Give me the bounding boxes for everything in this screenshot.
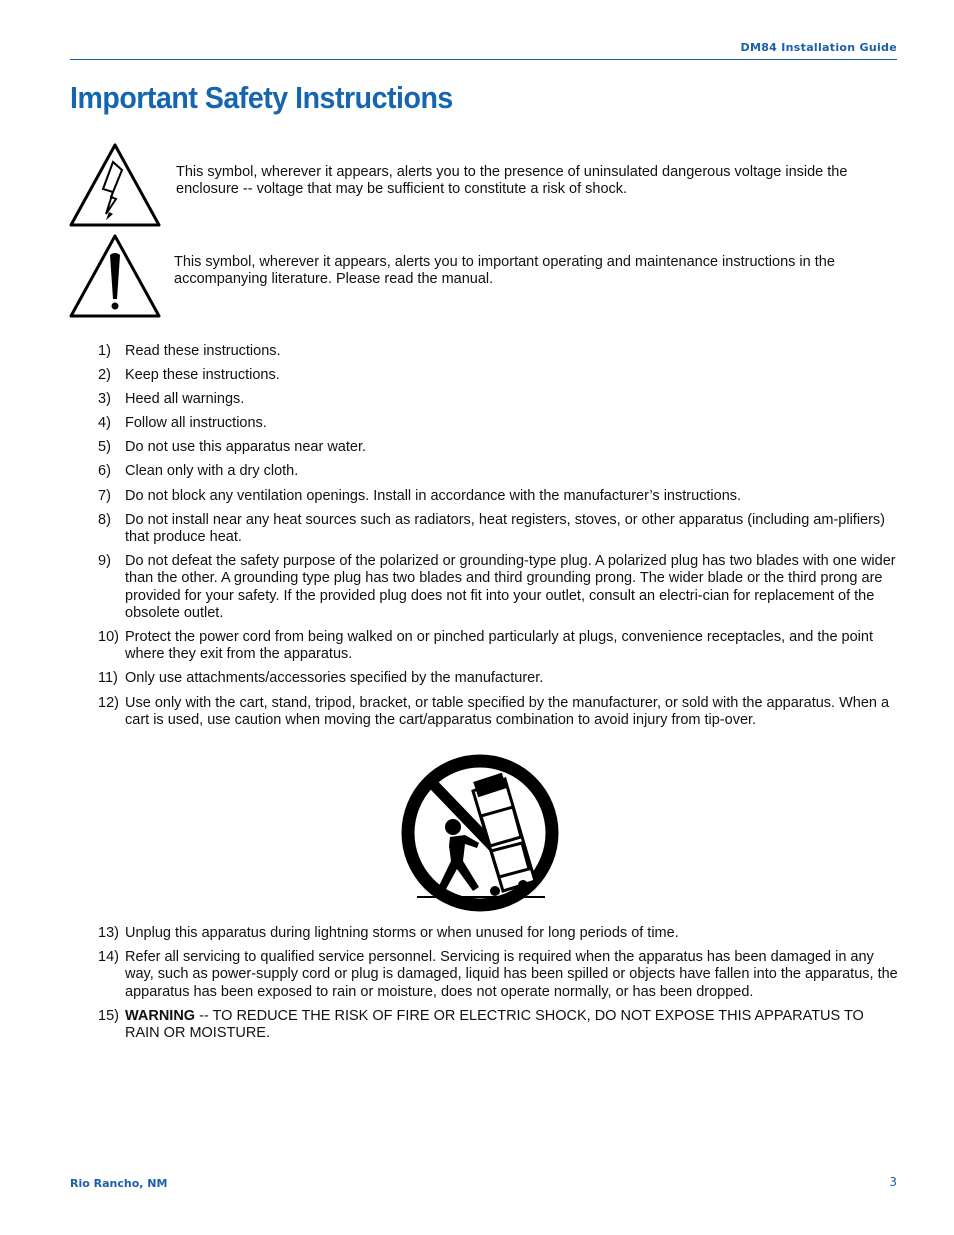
- lightning-symbol-row: [68, 142, 898, 230]
- list-item: 8) Do not install near any heat sources such as radiators, heat registers, stoves, or other apparatus (including am-plifiers) that produce heat.: [98, 511, 886, 545]
- list-item: 6) Clean only with a dry cloth.: [98, 463, 299, 480]
- list-item: 10) Protect the power cord from being walked on or pinched particularly at plugs, convenience receptacles, and the point where they exit from the apparatus.: [98, 629, 873, 663]
- list-item: 12) Use only with the cart, stand, tripod, bracket, or table specified by the manufacturer, or sold with the apparatus. When a cart is used, use caution when moving the cart/apparatus combination to avoid injury from tip-over.: [98, 694, 890, 728]
- list-item: 7) Do not block any ventilation openings. Install in accordance with the manufacturer’s instructions.: [98, 487, 742, 504]
- header-divider: [70, 59, 897, 60]
- list-item: 1) Read these instructions.: [98, 343, 281, 359]
- list-item: 2) Keep these instructions.: [98, 367, 280, 384]
- list-item: 15) WARNING -- TO REDUCE THE RISK OF FIRE OR ELECTRIC SHOCK, DO NOT EXPOSE THIS APPARATUS TO RAIN OR MOISTURE.: [98, 1007, 864, 1042]
- safety-instructions-list: [98, 343, 898, 736]
- exclamation-symbol-text: This symbol, wherever it appears, alerts you to important operating and maintenance instructions in the accompanying literature. Please read the manual.: [174, 254, 835, 287]
- list-item: 13) Unplug this apparatus during lightning storms or when unused for long periods of time.: [98, 925, 679, 941]
- list-item: 4) Follow all instructions.: [98, 415, 267, 432]
- page-number: 3: [889, 1175, 897, 1189]
- lightning-symbol-text: This symbol, wherever it appears, alerts you to the presence of uninsulated dangerous voltage inside the enclosure -- voltage that may be sufficient to constitute a risk of shock.: [176, 164, 848, 197]
- footer-location: Rio Rancho, NM: [70, 1177, 168, 1190]
- guide-title: DM84 Installation Guide: [740, 41, 897, 54]
- cart-tipover-warning-icon: [395, 751, 565, 917]
- list-item: 11) Only use attachments/accessories specified by the manufacturer.: [98, 670, 544, 687]
- safety-instructions-list-continued: [98, 925, 898, 1049]
- exclamation-symbol-row: [68, 233, 898, 321]
- exclamation-warning-icon: [68, 233, 162, 319]
- list-item: 14) Refer all servicing to qualified service personnel. Servicing is required when the apparatus has been damaged in any way, such as power-supply cord or plug is damaged, liquid has been spilled or objects have fallen into the apparatus, the apparatus has been exposed to rain or moisture, does not operate normally, or has been dropped.: [98, 949, 898, 1000]
- list-item: 3) Heed all warnings.: [98, 391, 245, 408]
- page-title: Important Safety Instructions: [70, 80, 453, 115]
- lightning-warning-icon: [68, 142, 162, 228]
- list-item: 9) Do not defeat the safety purpose of the polarized or grounding-type plug. A polarized plug has two blades with one wider than the other. A grounding type plug has two blades and third grounding prong. The wider blade or the third prong are provided for your safety. If the provided plug does not fit into your outlet, consult an electri-cian for replacement of the obsolete outlet.: [98, 553, 896, 621]
- warning-label: WARNING: [125, 1007, 196, 1024]
- list-item: 5) Do not use this apparatus near water.: [98, 439, 367, 456]
